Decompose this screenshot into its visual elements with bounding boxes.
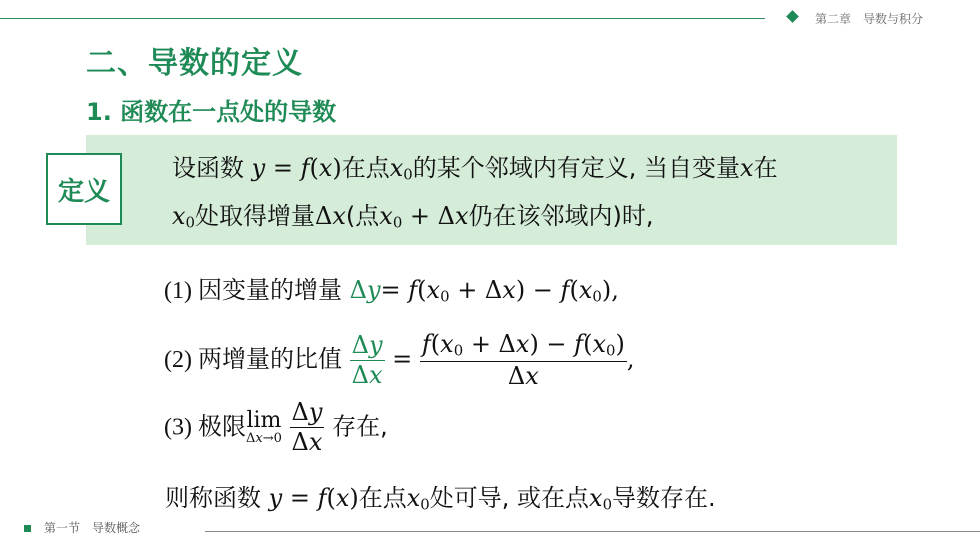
formula-x0: $x_0$ [589,484,613,514]
condition-text: 两增量的比值 [197,345,350,374]
formula-x0: $x_0$ [172,202,196,232]
formula-x0: $x_0$ [389,154,413,184]
formula-y-eq-fx: y = f [268,484,327,512]
definition-text: 在 [753,154,778,182]
fraction-dy-dx: $\frac{\Delta y}{\Delta x}$ [351,330,383,389]
subsection-title: 1. 函数在一点处的导数 [86,98,337,126]
fraction-dy-dx: $\frac{\Delta y}{\Delta x}$ [291,398,323,456]
chapter-label: 第二章 导数与积分 [815,12,924,26]
formula-x: x [740,154,754,182]
conclusion-line: 则称函数 y = f(x)在点$x_0$处可导, 或在点$x_0$导数存在. [165,484,716,514]
formula-delta-y: Δy [349,276,381,304]
definition-text: (点 [345,202,380,230]
definition-text: 的某个邻域内有定义, 当自变量 [412,154,741,182]
formula-y-eq-fx: y = f [251,154,310,182]
definition-text: 处取得增量 [195,202,316,230]
section-title: 二、导数的定义 [86,46,303,81]
condition-text: 存在, [324,412,388,441]
formula-delta-x: Δx [315,202,346,230]
formula-x0: $x_0$ [406,484,430,514]
diamond-bullet-icon [786,10,799,23]
limit-operator: lim Δx→0 [245,407,282,446]
condition-2: (2) 两增量的比值 $\frac{\Delta y}{\Delta x}$ = $\frac{f(x_0 + \Delta x) - f(x_0)}{\Delta x}$ , [164,330,635,390]
header-rule [0,18,765,19]
definition-line-2: $x_0$处取得增量Δx(点$x_0 + \Delta x$仍在该邻域内)时, [172,202,654,232]
fraction-difference-quotient: $\frac{f(x_0 + \Delta x) - f(x_0)}{\Delta x}$ [421,330,625,390]
formula-x0-plus-dx: $x_0$ [379,202,403,232]
footer-square-icon [24,525,31,532]
footer-rule [205,531,980,532]
condition-3: (3) 极限 lim Δx→0 $\frac{\Delta y}{\Delta x}$ 存在, [164,398,388,456]
footer-section-label: 第一节 导数概念 [44,521,141,535]
condition-text: 极限 [197,412,246,441]
definition-text: 在点 [341,154,390,182]
definition-text: 仍在该邻域内)时, [468,202,654,230]
condition-1: (1) 因变量的增量 $\Delta y= f(x_0 + \Delta x) - f(x_0)$, [164,276,619,306]
condition-text: 因变量的增量 [197,276,350,304]
definition-badge: 定义 [46,153,122,225]
definition-text: 设函数 [172,154,252,182]
definition-line-1: 设函数 y = f(x)在点$x_0$的某个邻域内有定义, 当自变量x在 [172,154,778,184]
